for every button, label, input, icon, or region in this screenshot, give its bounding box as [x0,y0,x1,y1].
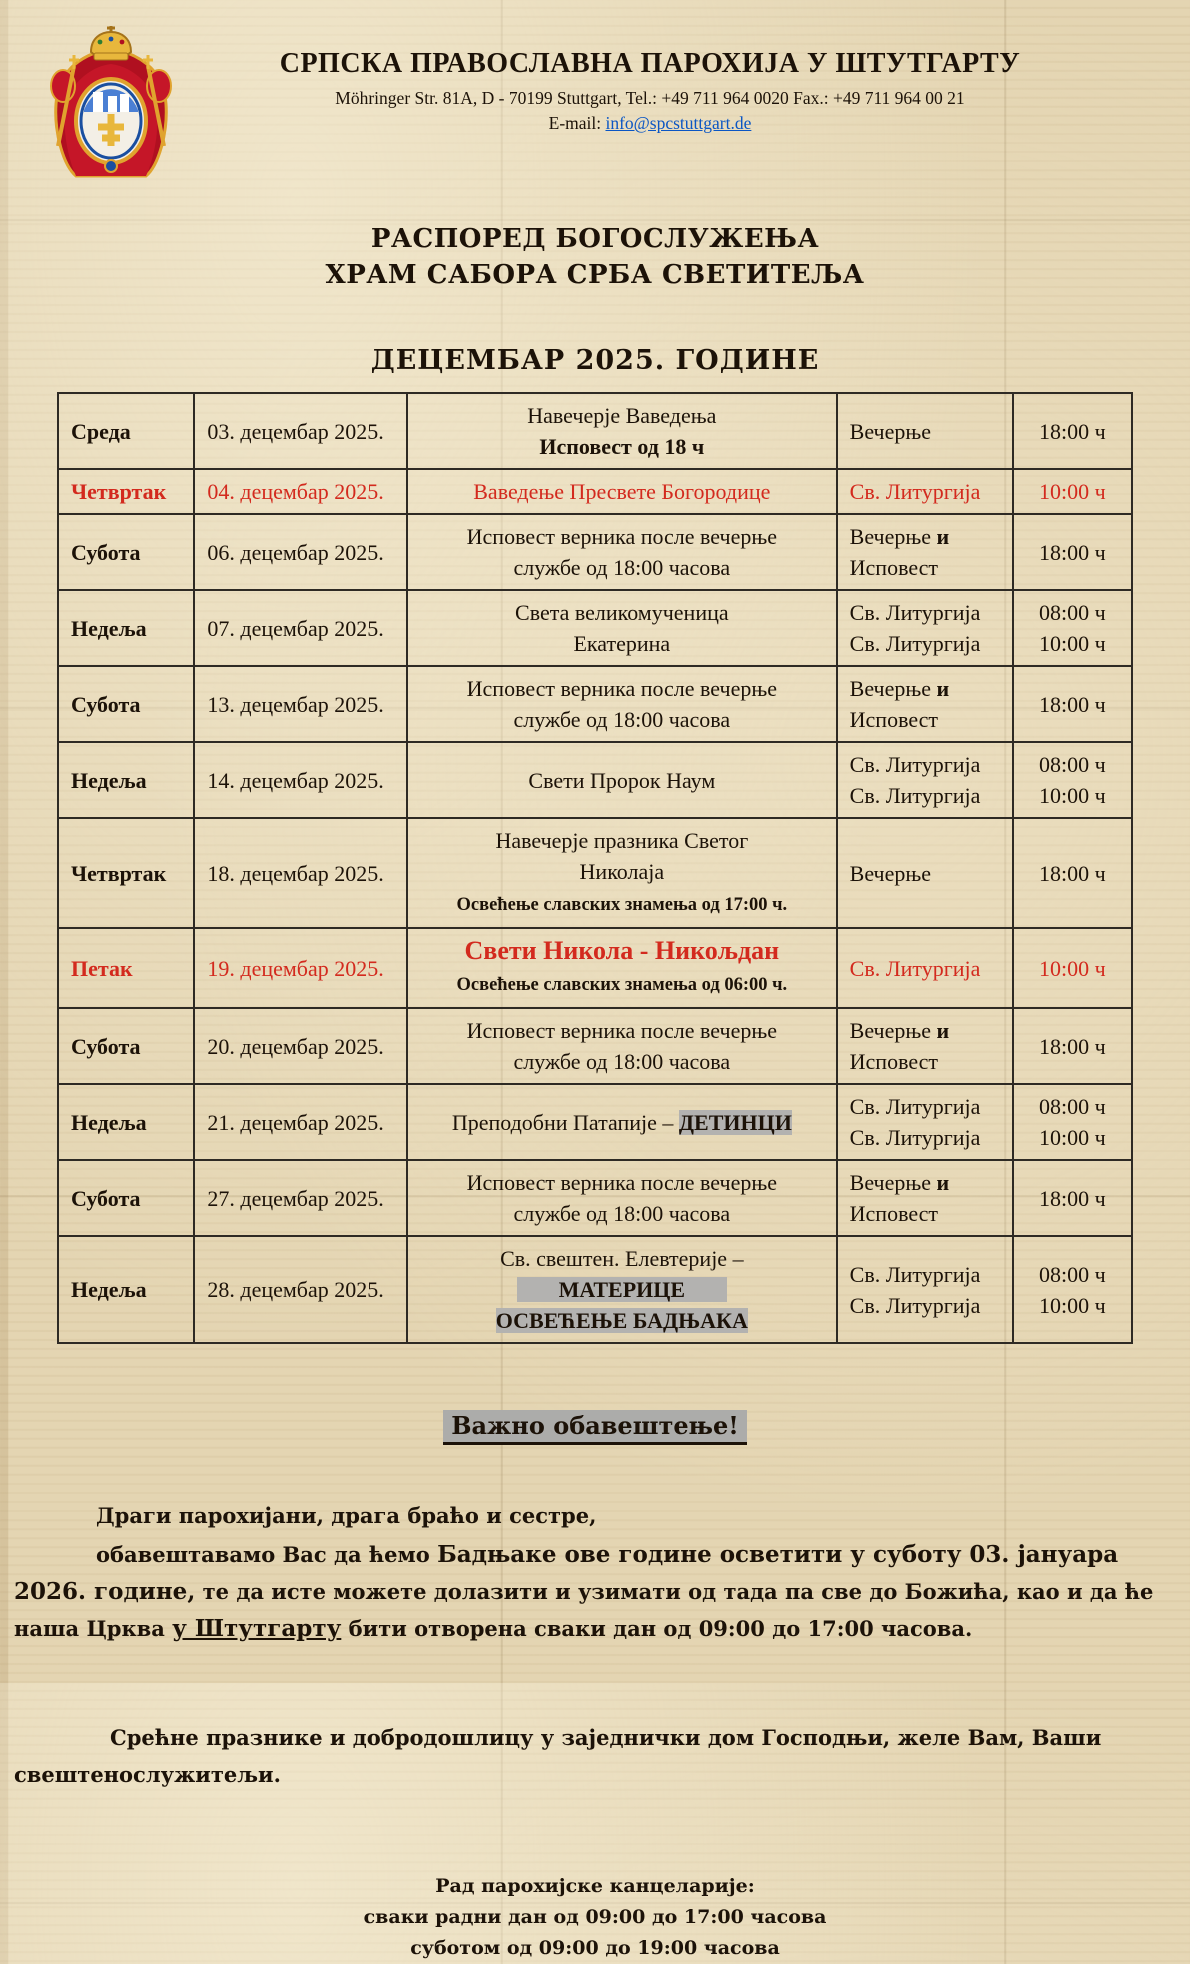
time-cell [1013,1236,1132,1343]
text-segment: бити отворена сваки дан од 09:00 до 17:00 часова. [341,1616,973,1641]
description-line [416,400,828,431]
date-cell: 03. децембар 2025. [194,393,407,469]
text-segment: Освећење славских знамења од 17:00 ч. [456,895,788,915]
description-line [416,597,828,628]
description-line [416,704,828,735]
text-segment: обавештавамо Вас да ћемо [96,1542,438,1567]
description-line [416,1198,828,1229]
text-segment: Св. Литургија [849,1261,981,1287]
time-value: 10:00 ч [1039,1125,1106,1150]
text-segment: Екатерина [573,631,671,656]
date-cell: 28. децембар 2025. [194,1236,407,1343]
time-value: 10:00 ч [1039,783,1106,808]
text-segment: Освећење славских знамења од 06:00 ч. [456,975,788,995]
time-value: 08:00 ч [1039,1261,1106,1287]
notice-paragraph-1: Драги парохијани, драга браћо и сестре, [96,1503,597,1528]
time-value: 18:00 ч [1039,418,1106,444]
month-title: ДЕЦЕМБАР 2025. ГОДИНЕ [370,345,820,376]
time-cell [1013,514,1132,590]
time-value: 18:00 ч [1039,1185,1106,1211]
text-segment: и [936,676,950,701]
date-cell: 07. децембар 2025. [194,590,407,666]
text-segment: службе од 18:00 часова [513,707,731,732]
table-row [58,1084,1132,1160]
service-line [850,749,1004,780]
service-cell [837,1160,1013,1236]
date-cell: 18. децембар 2025. [194,818,407,928]
notice-paragraph-2 [14,1536,1176,1647]
text-segment: Свети Пророк Наум [528,767,716,793]
service-line [850,1167,1004,1198]
text-segment: Исповест верника после вечерње [466,1018,778,1043]
time-value: 10:00 ч [1039,479,1106,504]
org-address: Möhringer Str. 81A, D - 70199 Stuttgart, Tel.: +49 711 964 0020 Fax.: +49 711 964 00 21 [335,88,965,108]
time-cell [1013,928,1132,1008]
service-line [850,858,1004,889]
time-value: 08:00 ч [1039,1094,1106,1119]
service-cell [837,1236,1013,1343]
day-cell: Среда [58,393,194,469]
service-line [850,704,1004,735]
office-hours-weekdays: сваки радни дан од 09:00 до 17:00 часова [363,1906,827,1928]
text-segment: Ваведење Пресвете Богородице [473,479,771,504]
text-segment: и [936,1170,950,1195]
text-segment: Вечерње [849,860,932,886]
text-segment: ДЕТИНЦИ [678,1109,792,1135]
time-cell [1013,393,1132,469]
day-cell: Субота [58,1008,194,1084]
text-segment: и [936,1018,950,1043]
text-segment: Исповест [849,707,939,732]
table-row [58,818,1132,928]
text-segment: Вечерње [849,1018,937,1043]
text-segment: Свети Никола - Никољдан [464,936,780,965]
date-cell: 27. децембар 2025. [194,1160,407,1236]
time-value: 10:00 ч [1039,1292,1106,1318]
description-line [416,1243,828,1274]
description-line [416,967,828,1001]
day-cell: Четвртак [58,469,194,514]
schedule-title-line1: РАСПОРЕД БОГОСЛУЖЕЊА [370,224,820,254]
service-schedule-table [57,392,1133,1344]
service-line [850,597,1004,628]
day-cell: Недеља [58,1084,194,1160]
text-segment: Навечерје Ваведења [527,403,717,428]
date-cell: 21. децембар 2025. [194,1084,407,1160]
description-line [416,1046,828,1077]
date-cell: 20. децембар 2025. [194,1008,407,1084]
day-cell: Субота [58,1160,194,1236]
time-value: 18:00 ч [1039,691,1106,717]
description-line [416,552,828,583]
description-line [416,431,828,462]
office-hours-title: Рад парохијске канцеларије: [435,1875,755,1897]
time-cell [1013,1084,1132,1160]
notice-heading: Важно обавештење! [443,1410,747,1445]
service-cell [837,514,1013,590]
description-cell [407,469,837,514]
text-segment: Св. Литургија [849,631,981,656]
description-cell [407,393,837,469]
text-segment: и [936,524,950,549]
text-segment: службе од 18:00 часова [513,555,731,580]
text-segment: МАТЕРИЦЕ [517,1277,727,1302]
day-cell: Недеља [58,742,194,818]
service-line [850,476,1004,507]
service-cell [837,666,1013,742]
time-value: 18:00 ч [1039,539,1106,565]
text-segment: Исповест верника после вечерње [466,524,778,549]
text-segment: Исповест верника после вечерње [466,676,778,701]
email-link[interactable]: info@spcstuttgart.de [605,113,752,133]
service-line [850,1290,1004,1321]
description-line [416,628,828,659]
service-line [850,552,1004,583]
date-cell: 19. децембар 2025. [194,928,407,1008]
description-line [416,1015,828,1046]
text-segment: службе од 18:00 часова [513,1049,731,1074]
schedule-title-line2: ХРАМ САБОРА СРБА СВЕТИТЕЉА [325,260,865,290]
text-segment: Св. Литургија [849,783,981,808]
service-line [850,1198,1004,1229]
description-line [416,935,828,967]
description-line [416,521,828,552]
text-segment: Св. свештен. Елевтерије – [500,1246,744,1271]
service-cell [837,469,1013,514]
office-hours-saturday: суботом од 09:00 до 19:00 часова [410,1937,780,1959]
service-line [850,1015,1004,1046]
text-segment: Света великомученица [515,600,729,625]
day-cell: Субота [58,666,194,742]
description-line [416,673,828,704]
table-row [58,928,1132,1008]
service-cell [837,928,1013,1008]
office-hours [0,1871,1190,1964]
text-segment: Исповест [849,1201,939,1226]
table-row [58,469,1132,514]
day-cell: Субота [58,514,194,590]
text-segment: Св. Литургија [849,752,981,777]
description-line [416,887,828,921]
day-cell: Петак [58,928,194,1008]
description-cell [407,1160,837,1236]
description-cell [407,742,837,818]
text-segment: те да исте можете долазити и узимати од тада па све до Божића, као и да ће наша Црква [14,1579,1154,1641]
text-segment: службе од 18:00 часова [513,1201,731,1226]
time-cell [1013,742,1132,818]
service-cell [837,742,1013,818]
time-value: 08:00 ч [1039,752,1106,777]
time-cell [1013,666,1132,742]
description-line [416,476,828,507]
time-value: 10:00 ч [1039,955,1106,981]
day-cell: Четвртак [58,818,194,928]
page-header [0,0,1190,199]
service-line [850,521,1004,552]
description-cell [407,1236,837,1343]
time-cell [1013,1160,1132,1236]
description-cell [407,1008,837,1084]
text-segment: Навечерје празника Светог [495,828,749,853]
text-segment: Николаја [579,859,665,884]
text-segment: Св. Литургија [849,1125,981,1150]
time-cell [1013,1008,1132,1084]
text-segment: Св. Литургија [849,1094,981,1119]
service-line [850,1046,1004,1077]
date-cell: 13. децембар 2025. [194,666,407,742]
table-row [58,1008,1132,1084]
service-line [850,628,1004,659]
description-cell [407,590,837,666]
text-segment: Вечерње [849,418,932,444]
time-cell [1013,469,1132,514]
day-cell: Недеља [58,1236,194,1343]
service-cell [837,818,1013,928]
description-line [416,1167,828,1198]
service-line [850,953,1004,984]
date-cell: 06. децембар 2025. [194,514,407,590]
table-row [58,590,1132,666]
time-value: 08:00 ч [1039,600,1106,625]
text-segment: Св. Литургија [849,479,981,504]
date-cell: 04. децембар 2025. [194,469,407,514]
text-segment: Исповест верника после вечерње [466,1170,778,1195]
text-segment: Св. Литургија [849,1292,981,1318]
service-line [850,1122,1004,1153]
description-line [416,825,828,856]
text-segment: у Штутгарту [172,1615,342,1642]
service-cell [837,1084,1013,1160]
table-row [58,1160,1132,1236]
description-line [416,765,828,796]
text-segment: Св. Литургија [849,600,981,625]
table-row [58,514,1132,590]
description-line [416,1107,828,1138]
time-cell [1013,818,1132,928]
service-line [850,1259,1004,1290]
day-cell: Недеља [58,590,194,666]
schedule-title [0,221,1190,293]
date-cell: 14. децембар 2025. [194,742,407,818]
table-row [58,742,1132,818]
service-line [850,780,1004,811]
text-segment: Исповест од 18 ч [539,434,705,459]
description-line [416,1305,828,1336]
service-line [850,416,1004,447]
service-line [850,1091,1004,1122]
notice-heading-wrap [0,1410,1190,1445]
church-crest-icon [36,26,186,188]
text-segment: Св. Литургија [849,955,981,981]
time-value: 18:00 ч [1039,860,1106,886]
email-line [150,113,1150,134]
org-name: СРПСКА ПРАВОСЛАВНА ПАРОХИЈА У ШТУТГАРТУ [279,48,1021,79]
description-line [416,856,828,887]
table-row [58,666,1132,742]
text-segment: Вечерње [849,1170,937,1195]
description-cell [407,514,837,590]
time-value: 18:00 ч [1039,1033,1106,1059]
description-cell [407,1084,837,1160]
service-line [850,673,1004,704]
description-line [416,1274,828,1305]
notice-paragraph-3: Срећне празнике и добродошлицу у заједнички дом Господњи, желе Вам, Ваши свештенослужитељи. [14,1725,1102,1787]
text-segment: Исповест [849,555,939,580]
service-cell [837,1008,1013,1084]
service-cell [837,393,1013,469]
text-segment: Вечерње [849,676,937,701]
description-cell [407,666,837,742]
text-segment: ОСВЕЋЕЊЕ БАДЊАКА [495,1308,748,1333]
service-cell [837,590,1013,666]
text-segment: Вечерње [849,524,937,549]
text-segment: Исповест [849,1049,939,1074]
text-segment: Бадњаке ове године осветити у суботу 03. јануара 2026. године, [14,1541,1119,1605]
table-row [58,1236,1132,1343]
time-cell [1013,590,1132,666]
time-value: 10:00 ч [1039,631,1106,656]
email-label: E-mail: [548,113,606,133]
description-cell [407,928,837,1008]
description-cell [407,818,837,928]
text-segment: Преподобни Патапије – [451,1109,679,1135]
table-row [58,393,1132,469]
